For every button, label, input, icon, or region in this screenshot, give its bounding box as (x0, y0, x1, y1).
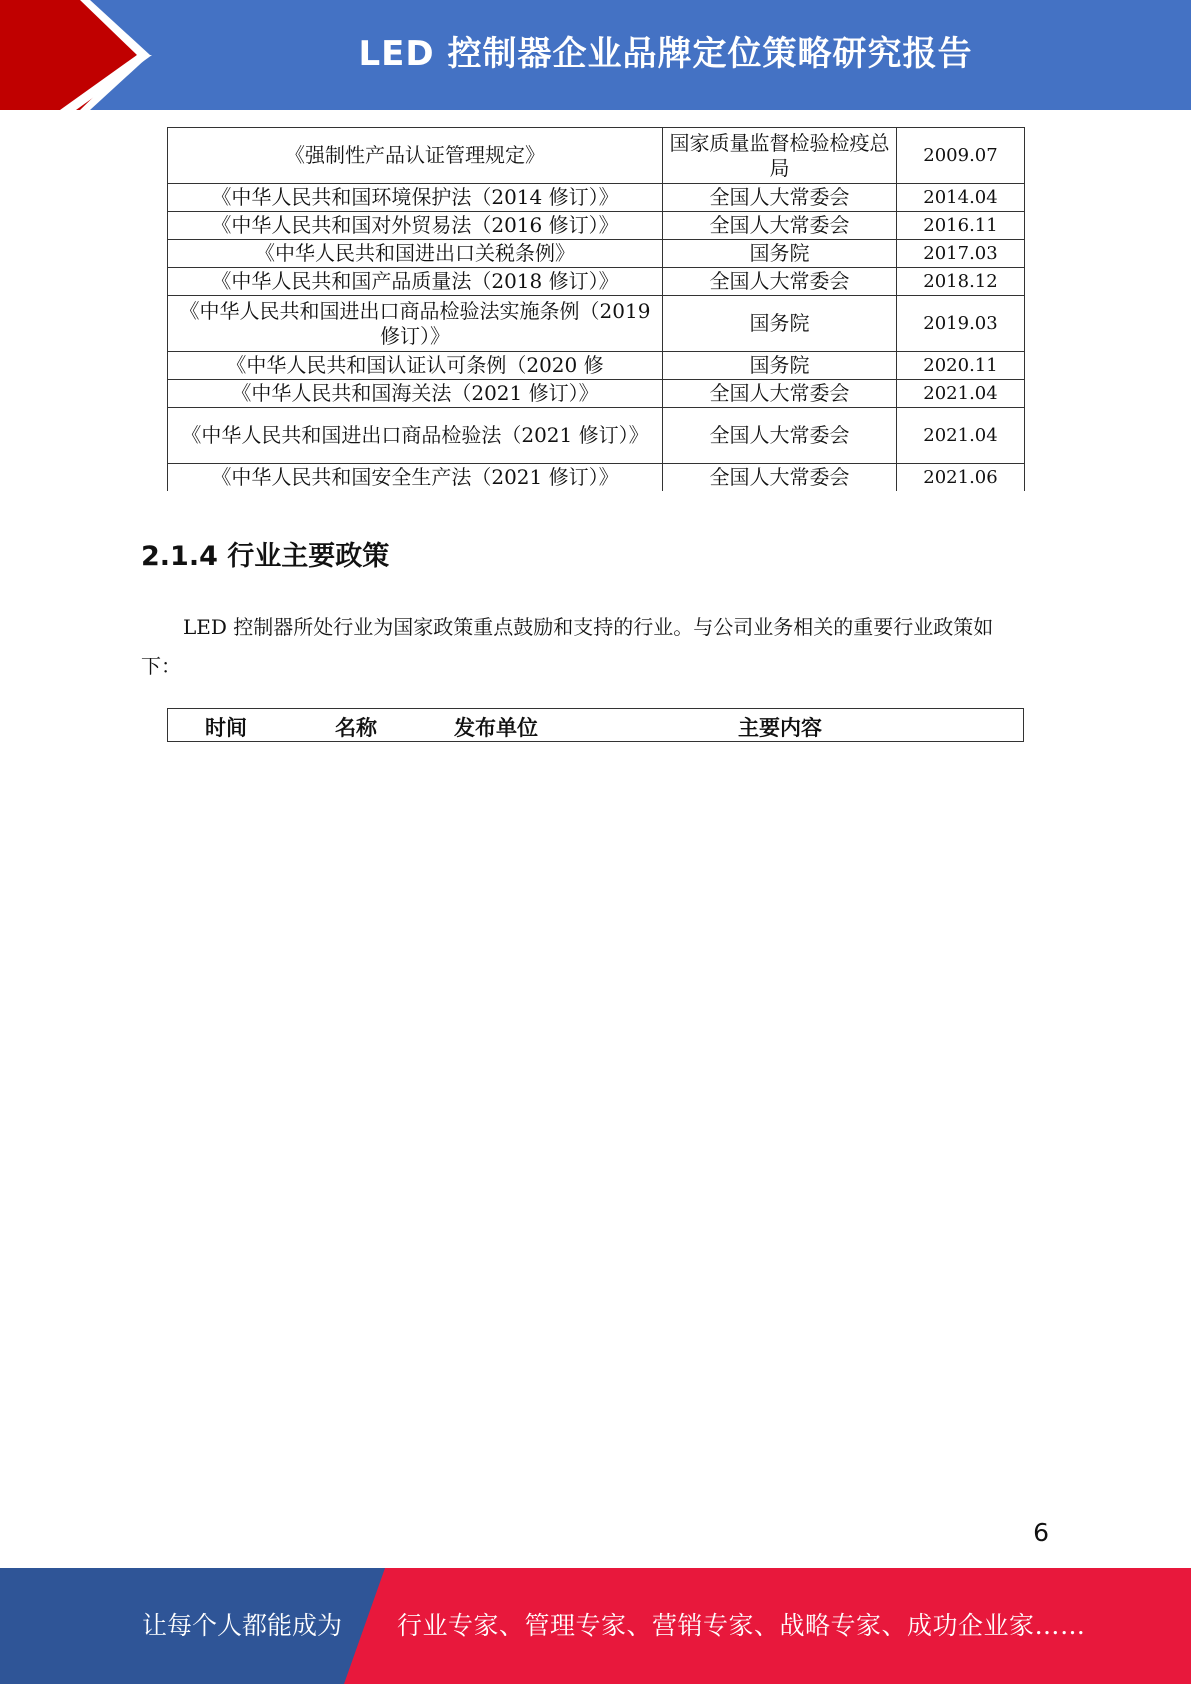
table-row (168, 128, 1025, 184)
laws-table-container (160, 120, 1040, 491)
laws-table (167, 127, 1025, 491)
table-row (168, 464, 1025, 492)
law-date: 2021.04 (897, 380, 1025, 408)
table-row (168, 240, 1025, 268)
table-row (168, 352, 1025, 380)
law-date: 2014.04 (897, 184, 1025, 212)
law-name: 《中华人民共和国进出口商品检验法（2021 修订）》 (168, 408, 663, 464)
law-date: 2021.06 (897, 464, 1025, 492)
law-name: 《中华人民共和国安全生产法（2021 修订）》 (168, 464, 663, 492)
body-paragraph: LED 控制器所处行业为国家政策重点鼓励和支持的行业。与公司业务相关的重要行业政策如下： (141, 615, 994, 678)
law-issuer: 全国人大常委会 (663, 464, 897, 492)
footer-slogan-left: 让每个人都能成为 (142, 1611, 343, 1640)
law-name: 《中华人民共和国进出口商品检验法实施条例（2019 修订）》 (168, 296, 663, 352)
policy-table-header (167, 708, 1024, 742)
law-name: 《中华人民共和国对外贸易法（2016 修订）》 (168, 212, 663, 240)
law-name: 《中华人民共和国认证认可条例（2020 修 (168, 352, 663, 380)
law-date: 2018.12 (897, 268, 1025, 296)
column-header-time: 时间 (205, 716, 247, 740)
law-issuer: 国务院 (663, 296, 897, 352)
law-name: 《中华人民共和国产品质量法（2018 修订）》 (168, 268, 663, 296)
law-name: 《中华人民共和国海关法（2021 修订）》 (168, 380, 663, 408)
law-date: 2016.11 (897, 212, 1025, 240)
law-date: 2021.04 (897, 408, 1025, 464)
table-row (168, 296, 1025, 352)
footer-slogan-right: 行业专家、管理专家、营销专家、战略专家、成功企业家…… (397, 1611, 1086, 1640)
section-heading: 2.1.4 行业主要政策 (141, 541, 390, 572)
page-number: 6 (1033, 1518, 1049, 1547)
law-date: 2009.07 (897, 128, 1025, 184)
law-issuer: 全国人大常委会 (663, 408, 897, 464)
law-date: 2017.03 (897, 240, 1025, 268)
law-issuer: 国务院 (663, 240, 897, 268)
page-header (0, 0, 1191, 110)
table-row (168, 184, 1025, 212)
table-row (168, 212, 1025, 240)
law-issuer: 全国人大常委会 (663, 268, 897, 296)
table-row (168, 408, 1025, 464)
law-issuer: 国家质量监督检验检疫总局 (663, 128, 897, 184)
law-issuer: 全国人大常委会 (663, 380, 897, 408)
law-issuer: 国务院 (663, 352, 897, 380)
report-title: LED 控制器企业品牌定位策略研究报告 (358, 34, 973, 74)
law-date: 2020.11 (897, 352, 1025, 380)
table-row (168, 380, 1025, 408)
law-issuer: 全国人大常委会 (663, 184, 897, 212)
law-name: 《强制性产品认证管理规定》 (168, 128, 663, 184)
table-row (168, 268, 1025, 296)
law-issuer: 全国人大常委会 (663, 212, 897, 240)
law-name: 《中华人民共和国进出口关税条例》 (168, 240, 663, 268)
column-header-issuer: 发布单位 (454, 716, 538, 740)
law-name: 《中华人民共和国环境保护法（2014 修订）》 (168, 184, 663, 212)
page-footer (0, 1568, 1191, 1684)
column-header-name: 名称 (335, 716, 377, 740)
column-header-content: 主要内容 (738, 716, 822, 740)
law-date: 2019.03 (897, 296, 1025, 352)
